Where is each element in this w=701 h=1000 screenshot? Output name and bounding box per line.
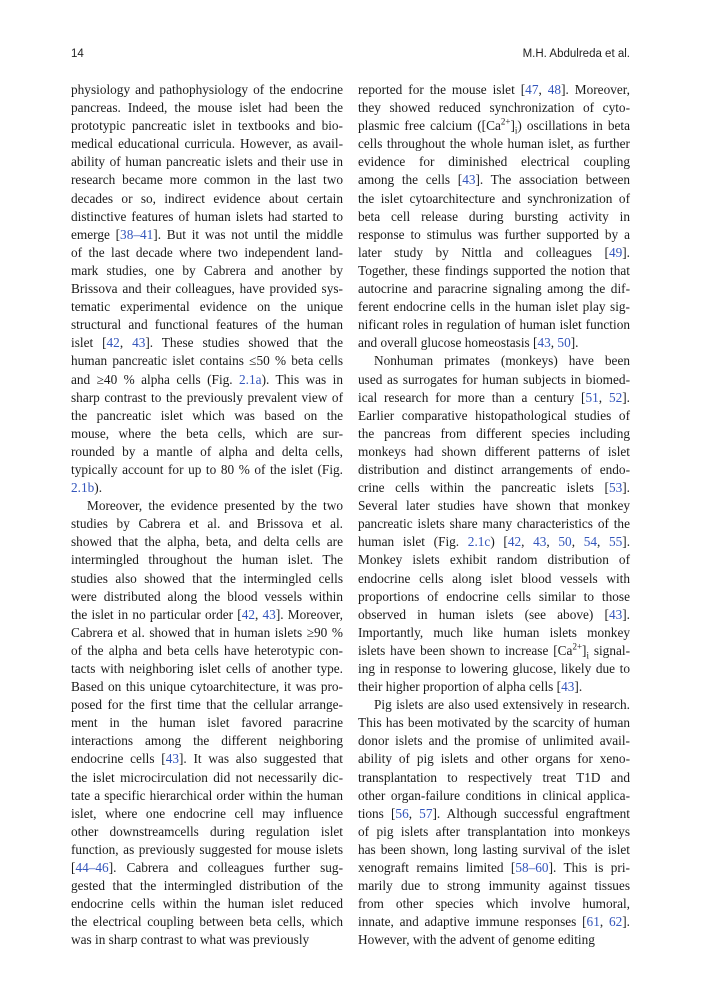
- citation-link[interactable]: 43: [262, 606, 276, 622]
- text-line: [358, 298, 630, 316]
- text-line: [71, 787, 343, 805]
- text-line: [71, 533, 343, 551]
- text-line: [71, 660, 343, 678]
- text-run: cells throughout the whole human islet, as further: [358, 136, 630, 152]
- text-line: [71, 769, 343, 787]
- text-line: [71, 190, 343, 208]
- text-line: [71, 461, 343, 479]
- text-run: studies also showed that the intermingled cells: [71, 570, 343, 586]
- text-run: other organ-failure conditions in clinical applica-: [358, 787, 630, 803]
- text-run: gested that the intermingled distribution of the: [71, 878, 343, 894]
- text-run: the electrical coupling between beta cells, which: [71, 914, 343, 930]
- text-run: reported for the mouse islet [: [358, 82, 526, 97]
- citation-link[interactable]: 2.1b: [71, 480, 95, 496]
- text-run: Several later studies have shown that monkey: [358, 498, 630, 514]
- text-run: other downstreamcells during regulation islet: [71, 823, 343, 839]
- text-line: [71, 570, 343, 588]
- text-line: [358, 931, 630, 949]
- text-line: [358, 262, 630, 280]
- text-run: ].: [570, 335, 579, 351]
- text-run: signal-: [588, 642, 631, 658]
- text-run: pancreatic islets share many characteristics of the: [358, 516, 630, 532]
- text-line: [71, 931, 343, 949]
- text-line: [358, 732, 630, 750]
- text-line: [71, 425, 343, 443]
- subscript: i: [514, 125, 518, 136]
- text-run: interactions among the different neighboring: [71, 733, 343, 749]
- text-line: [71, 389, 343, 407]
- citation-link[interactable]: 48: [547, 82, 562, 97]
- text-run: ,: [550, 335, 558, 351]
- text-run: ]. This is pri-: [548, 860, 630, 876]
- text-line: [71, 298, 343, 316]
- text-line: [358, 352, 630, 370]
- subscript: i: [586, 650, 589, 661]
- text-run: proportions of endocrine cells similar to those: [358, 588, 630, 604]
- text-run: from other species which involve humoral,: [358, 896, 630, 912]
- text-line: [358, 660, 630, 678]
- text-line: [358, 642, 630, 660]
- text-line: [358, 443, 630, 461]
- text-run: ].: [622, 389, 630, 405]
- left-column: [71, 81, 343, 950]
- superscript: 2+: [572, 641, 583, 652]
- text-run: ].: [622, 244, 630, 260]
- text-line: [358, 750, 630, 768]
- text-run: autocrine and paracrine signaling among the dif-: [358, 281, 630, 297]
- text-line: [71, 262, 343, 280]
- text-run: endocrine cells within the human islet reduced: [71, 896, 343, 912]
- text-run: showed that the alpha, beta, and delta cells are: [71, 534, 343, 550]
- text-run: ,: [119, 335, 133, 351]
- text-run: ) oscillations in beta: [517, 118, 630, 134]
- text-line: [358, 153, 630, 171]
- text-line: [358, 895, 630, 913]
- text-run: Cabrera et al. showed that in human islets ≥90 %: [71, 624, 343, 640]
- text-line: [358, 696, 630, 714]
- text-run: of the last decade where two independent land-: [71, 244, 343, 260]
- citation-link[interactable]: 49: [608, 244, 623, 260]
- text-line: [71, 642, 343, 660]
- text-run: endocrine cells [: [71, 751, 166, 767]
- text-line: [358, 117, 630, 135]
- text-line: [358, 913, 630, 931]
- text-run: ]: [510, 118, 515, 134]
- text-line: [358, 769, 630, 787]
- text-run: studies by Cabrera et al. and Brissova et al.: [71, 516, 343, 532]
- text-run: sharp contrast to the previously prevalent view of: [71, 389, 343, 405]
- text-line: [71, 606, 343, 624]
- text-line: [358, 334, 630, 352]
- text-run: were distributed along the blood vessels within: [71, 588, 343, 604]
- text-run: tions [: [358, 805, 396, 821]
- text-run: ,: [538, 82, 548, 97]
- text-line: [358, 678, 630, 696]
- text-run: ].: [622, 534, 631, 550]
- text-run: islet, where one endocrine cell may influence: [71, 805, 343, 821]
- text-run: endocrine cells along islet blood vessels with: [358, 570, 630, 586]
- citation-link[interactable]: 44–46: [75, 860, 109, 876]
- text-line: [71, 841, 343, 859]
- citation-link[interactable]: 43: [132, 335, 146, 351]
- citation-link[interactable]: 57: [419, 805, 433, 821]
- text-run: of pig islets after transplantation into monkeys: [358, 823, 630, 839]
- text-run: ical research for more than a century [: [358, 389, 586, 405]
- text-run: observed in human islets (see above) [: [358, 606, 609, 622]
- text-run: Pig islets are also used extensively in research.: [374, 697, 630, 713]
- text-run: the islet cytoarchitecture and synchronization of: [358, 190, 630, 206]
- text-line: [358, 588, 630, 606]
- text-line: [71, 316, 343, 334]
- text-run: the islet in no particular order [: [71, 606, 242, 622]
- text-line: [71, 497, 343, 515]
- text-run: medical educational curricula. However, as avail-: [71, 136, 343, 152]
- text-line: [71, 859, 343, 877]
- text-run: tacts with neighboring islet cells of another type.: [71, 661, 343, 676]
- text-run: distribution and distinct arrangements of endo-: [358, 461, 630, 477]
- text-run: ). This was in: [261, 371, 343, 387]
- text-run: ,: [408, 805, 420, 821]
- text-run: ]. Moreover,: [561, 82, 630, 97]
- text-line: [71, 244, 343, 262]
- text-run: emerge [: [71, 226, 121, 242]
- text-run: human islet (Fig.: [358, 534, 468, 550]
- text-line: [358, 805, 630, 823]
- text-line: [71, 678, 343, 696]
- text-run: structural and functional features of the human: [71, 317, 343, 333]
- text-run: human pancreatic islet contains ≤50 % beta cells: [71, 353, 343, 369]
- text-run: prototypic pancreatic islet in textbooks and bio-: [71, 118, 343, 134]
- text-line: [71, 99, 343, 117]
- citation-link[interactable]: 50: [558, 534, 572, 550]
- text-run: posed for the first time that the cellular arrange-: [71, 697, 343, 713]
- text-run: ,: [599, 914, 609, 930]
- text-run: evidence for diminished electrical coupling: [358, 154, 630, 170]
- text-line: [71, 588, 343, 606]
- text-run: ]. Moreover,: [275, 606, 343, 622]
- text-run: plasmic free calcium ([Ca: [358, 118, 501, 134]
- text-run: ,: [254, 606, 263, 622]
- text-run: tate a specific hierarchical order within the human: [71, 787, 343, 803]
- text-run: among the cells [: [358, 172, 463, 188]
- text-line: [71, 823, 343, 841]
- citation-link[interactable]: 43: [462, 172, 476, 188]
- text-run: ].: [622, 480, 630, 496]
- text-run: decades or so, indirect evidence about certain: [71, 190, 343, 206]
- text-run: intermingled throughout the human islet. The: [71, 552, 343, 568]
- text-run: transplantation to respectively treat T1D and: [358, 769, 630, 785]
- text-line: [358, 425, 630, 443]
- superscript: 2+: [500, 116, 511, 127]
- text-run: the pancreatic islet which was based on the: [71, 407, 343, 423]
- text-line: [71, 624, 343, 642]
- citation-link[interactable]: 55: [608, 534, 623, 550]
- text-run: Importantly, much like human islets monkey: [358, 624, 630, 640]
- text-run: ) [: [490, 534, 508, 550]
- citation-link[interactable]: 50: [557, 335, 571, 351]
- text-line: [358, 877, 630, 895]
- text-line: [71, 515, 343, 533]
- text-run: they showed reduced synchronization of cyto-: [358, 100, 630, 116]
- text-run: has been shown, long lasting survival of the islet: [358, 841, 630, 857]
- text-line: [71, 226, 343, 244]
- text-line: [358, 244, 630, 262]
- citation-link[interactable]: 42: [241, 606, 255, 622]
- text-line: [358, 714, 630, 732]
- text-line: [358, 135, 630, 153]
- text-run: and overall glucose homeostasis [: [358, 335, 538, 351]
- text-run: ,: [596, 534, 609, 550]
- text-run: Monkey islets exhibit random distribution of: [358, 552, 630, 568]
- text-run: innate, and adaptive immune responses [: [358, 914, 587, 930]
- text-line: [71, 895, 343, 913]
- text-line: [71, 171, 343, 189]
- text-run: ,: [521, 534, 534, 550]
- text-run: Brissova and their colleagues, have provided sys-: [71, 281, 343, 297]
- text-run: typically account for up to 80 % of the islet (Fig.: [71, 461, 343, 477]
- text-run: ].: [622, 606, 630, 622]
- text-line: [71, 117, 343, 135]
- citation-link[interactable]: 2.1c: [467, 534, 491, 550]
- text-run: crine cells within the pancreatic islets [: [358, 480, 609, 496]
- text-run: ,: [546, 534, 559, 550]
- text-line: [71, 407, 343, 425]
- text-line: [71, 371, 343, 389]
- text-run: This has been motivated by the scarcity of human: [358, 715, 630, 731]
- text-run: ferent endocrine cells in the human islet play sig-: [358, 299, 630, 315]
- text-run: distinctive features of human islets had started to: [71, 208, 343, 224]
- citation-link[interactable]: 43: [165, 751, 179, 767]
- text-line: [358, 533, 630, 551]
- text-line: [358, 407, 630, 425]
- text-run: ,: [598, 389, 609, 405]
- citation-link[interactable]: 38–41: [120, 226, 154, 242]
- text-run: Based on this unique cytoarchitecture, it was pro-: [71, 679, 343, 695]
- text-run: rounded by a mantle of alpha and delta cells,: [71, 443, 343, 459]
- text-line: [71, 208, 343, 226]
- citation-link[interactable]: 52: [608, 389, 623, 405]
- text-run: ,: [571, 534, 584, 550]
- text-line: [358, 859, 630, 877]
- citation-link[interactable]: 62: [608, 914, 623, 930]
- citation-link[interactable]: 42: [507, 534, 522, 550]
- text-run: tematic experimental evidence on the unique: [71, 299, 343, 315]
- text-run: ing in response to lowering glucose, likely due to: [358, 661, 630, 676]
- text-line: [358, 624, 630, 642]
- text-line: [71, 280, 343, 298]
- text-line: [358, 570, 630, 588]
- text-run: ability of pig islets and other organs for xeno-: [358, 751, 630, 767]
- text-run: Together, these findings supported the notion that: [358, 262, 630, 278]
- text-line: [358, 316, 630, 334]
- text-run: donor islets and the promise of unlimited avail-: [358, 733, 630, 749]
- citation-link[interactable]: 61: [586, 914, 600, 930]
- text-run: and ≥40 % alpha cells (Fig.: [71, 371, 240, 387]
- text-run: Nonhuman primates (monkeys) have been: [374, 353, 630, 369]
- text-line: [358, 171, 630, 189]
- citation-link[interactable]: 43: [533, 534, 547, 550]
- text-line: [358, 99, 630, 117]
- text-line: [358, 479, 630, 497]
- text-run: physiology and pathophysiology of the endocrine: [71, 82, 343, 97]
- text-run: islets have been shown to increase [Ca: [358, 642, 573, 658]
- text-run: used as surrogates for human subjects in biomed-: [358, 371, 630, 387]
- text-line: [71, 750, 343, 768]
- text-line: [71, 334, 343, 352]
- text-run: ).: [94, 480, 103, 496]
- citation-link[interactable]: 58–60: [515, 860, 549, 876]
- text-line: [358, 497, 630, 515]
- text-line: [71, 352, 343, 370]
- text-run: ability of human pancreatic islets and their use in: [71, 154, 343, 170]
- citation-link[interactable]: 43: [537, 335, 551, 351]
- text-line: [71, 732, 343, 750]
- text-line: [358, 371, 630, 389]
- text-line: [71, 714, 343, 732]
- text-line: [358, 841, 630, 859]
- right-column: [358, 81, 630, 950]
- text-run: mouse, where the beta cells, which are sur-: [71, 425, 343, 441]
- text-line: [71, 913, 343, 931]
- text-run: [: [71, 860, 76, 876]
- text-run: ]. Although successful engraftment: [432, 805, 630, 821]
- text-line: [358, 389, 630, 407]
- text-run: ]. Cabrera and colleagues further sug-: [108, 860, 343, 876]
- text-run: ].: [622, 914, 630, 930]
- text-line: [358, 226, 630, 244]
- text-run: pancreas. Indeed, the mouse islet had been the: [71, 100, 343, 116]
- text-line: [71, 443, 343, 461]
- text-run: xenograft remains limited [: [358, 860, 516, 876]
- text-line: [358, 461, 630, 479]
- text-run: monkeys had shown different patterns of islet: [358, 443, 630, 459]
- text-line: [71, 479, 343, 497]
- text-line: [358, 515, 630, 533]
- text-run: marily due to strong immunity against tissues: [358, 878, 630, 894]
- text-line: [71, 696, 343, 714]
- citation-link[interactable]: 56: [395, 805, 409, 821]
- citation-link[interactable]: 51: [585, 389, 599, 405]
- text-run: beta cell release during bursting activity in: [358, 208, 630, 224]
- text-run: ]. But it was not until the middle: [153, 226, 343, 242]
- text-run: the islet microcirculation did not necessarily dic-: [71, 769, 343, 785]
- text-line: [71, 805, 343, 823]
- text-line: [358, 787, 630, 805]
- text-line: [71, 153, 343, 171]
- text-run: of the alpha and beta cells have heterotypic con-: [71, 642, 343, 658]
- citation-link[interactable]: 43: [608, 606, 623, 622]
- text-run: Earlier comparative histopathological studies of: [358, 407, 630, 423]
- text-run: islet [: [71, 335, 107, 351]
- citation-link[interactable]: 47: [525, 82, 539, 97]
- citation-link[interactable]: 54: [583, 534, 597, 550]
- text-line: [358, 606, 630, 624]
- citation-link[interactable]: 2.1a: [239, 371, 262, 387]
- text-run: ]. The association between: [475, 172, 631, 188]
- text-run: response to stimulus was further supported by a: [358, 226, 630, 242]
- text-line: [71, 551, 343, 569]
- text-line: [358, 190, 630, 208]
- text-run: mark studies, one by Cabrera and another by: [71, 262, 343, 278]
- citation-link[interactable]: 43: [561, 679, 575, 695]
- citation-link[interactable]: 53: [608, 480, 623, 496]
- text-run: However, with the advent of genome editing: [358, 932, 595, 948]
- text-run: ment in the human islet favored paracrine: [71, 715, 343, 731]
- text-line: [71, 81, 343, 99]
- text-line: [358, 551, 630, 569]
- text-run: ]. These studies showed that the: [145, 335, 343, 351]
- text-run: their higher proportion of alpha cells [: [358, 679, 562, 695]
- text-run: ]. It was also suggested that: [178, 751, 343, 767]
- text-run: function, as previously suggested for mouse islets: [71, 841, 343, 857]
- text-run: ]: [582, 642, 587, 658]
- text-run: was in sharp contrast to what was previously: [71, 932, 310, 948]
- text-run: nificant roles in regulation of human islet function: [358, 317, 630, 333]
- running-head: M.H. Abdulreda et al.: [522, 48, 630, 60]
- text-run: research became more common in the last two: [71, 172, 343, 188]
- text-line: [71, 135, 343, 153]
- text-line: [358, 823, 630, 841]
- text-line: [358, 280, 630, 298]
- text-run: ].: [574, 679, 583, 695]
- text-line: [358, 81, 630, 99]
- text-run: later study by Nittla and colleagues [: [358, 244, 609, 260]
- text-run: Moreover, the evidence presented by the two: [87, 498, 343, 514]
- page-number: 14: [71, 48, 84, 60]
- citation-link[interactable]: 42: [106, 335, 120, 351]
- text-line: [71, 877, 343, 895]
- text-run: the pancreas from different species including: [358, 425, 630, 441]
- text-line: [358, 208, 630, 226]
